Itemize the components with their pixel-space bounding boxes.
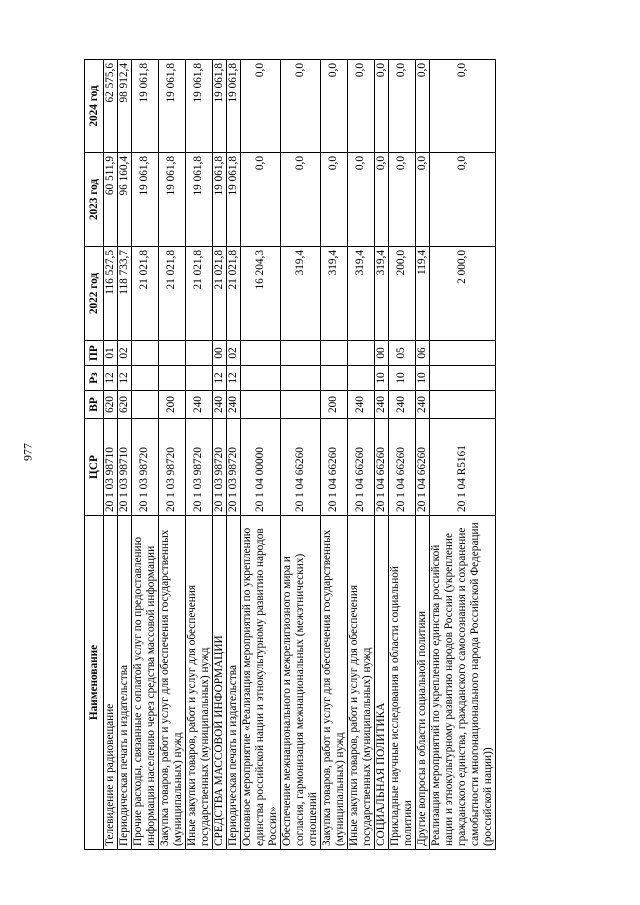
row-2022: 21 021,8 — [226, 247, 240, 341]
row-2024: 0,0 — [415, 60, 429, 153]
header-name: Наименование — [85, 516, 104, 850]
header-rz: Рз — [85, 366, 104, 391]
row-vr — [240, 391, 280, 419]
row-vr — [280, 391, 320, 419]
table-row — [104, 60, 118, 850]
table-header-row — [85, 60, 104, 850]
row-pr: 02 — [226, 341, 240, 366]
row-csr: 20 1 04 66260 — [388, 419, 415, 516]
row-pr: 06 — [415, 341, 429, 366]
row-csr: 20 1 04 66260 — [320, 419, 347, 516]
row-2023: 19 061,8 — [185, 153, 212, 247]
row-vr: 620 — [104, 391, 118, 419]
row-2024: 0,0 — [347, 60, 374, 153]
row-2023: 0,0 — [280, 153, 320, 247]
row-csr: 20 1 03 98720 — [131, 419, 158, 516]
row-name: Иные закупки товаров, работ и услуг для обеспечения государственных (муниципальных) нужд — [185, 516, 212, 850]
row-csr: 20 1 04 66260 — [280, 419, 320, 516]
row-pr: 02 — [117, 341, 131, 366]
row-2022: 16 204,3 — [240, 247, 280, 341]
row-2022: 118 733,7 — [117, 247, 131, 341]
row-2024: 62 575,6 — [104, 60, 118, 153]
row-rz — [320, 366, 347, 391]
table-row — [347, 60, 374, 850]
row-name: Периодическая печать и издательства — [117, 516, 131, 850]
row-name: Реализация мероприятий по укреплению единства российской нации и этнокультурному развитию народов России (укрепление гражданского единства, гражданского самосознания и сохранение самобытности многонационального народа Российской Федерации (российской нации)) — [429, 516, 495, 850]
row-2024: 19 061,8 — [185, 60, 212, 153]
row-2023: 0,0 — [347, 153, 374, 247]
row-2022: 319,4 — [374, 247, 388, 341]
row-2022: 2 000,0 — [429, 247, 495, 341]
row-csr: 20 1 03 98720 — [226, 419, 240, 516]
row-2022: 21 021,8 — [158, 247, 185, 341]
table-row — [374, 60, 388, 850]
row-name: Закупка товаров, работ и услуг для обеспечения государственных (муниципальных) нужд — [320, 516, 347, 850]
row-pr — [280, 341, 320, 366]
page-number: 977 — [20, 443, 35, 461]
table-row — [429, 60, 495, 850]
row-2023: 0,0 — [320, 153, 347, 247]
row-csr: 20 1 04 00000 — [240, 419, 280, 516]
row-2024: 98 912,4 — [117, 60, 131, 153]
row-vr — [429, 391, 495, 419]
rotated-page-content — [84, 60, 616, 850]
row-vr: 200 — [320, 391, 347, 419]
row-2023: 19 061,8 — [131, 153, 158, 247]
table-row — [388, 60, 415, 850]
row-name: СРЕДСТВА МАССОВОЙ ИНФОРМАЦИИ — [212, 516, 226, 850]
row-rz — [280, 366, 320, 391]
row-pr — [185, 341, 212, 366]
row-name: СОЦИАЛЬНАЯ ПОЛИТИКА — [374, 516, 388, 850]
row-name: Другие вопросы в области социальной политики — [415, 516, 429, 850]
row-2024: 0,0 — [320, 60, 347, 153]
header-csr: ЦСР — [85, 419, 104, 516]
row-vr: 240 — [415, 391, 429, 419]
row-csr: 20 1 03 98710 — [104, 419, 118, 516]
table-row — [320, 60, 347, 850]
row-pr — [320, 341, 347, 366]
row-pr — [158, 341, 185, 366]
row-name: Иные закупки товаров, работ и услуг для обеспечения государственных (муниципальных) нужд — [347, 516, 374, 850]
row-2022: 21 021,8 — [131, 247, 158, 341]
row-pr: 01 — [104, 341, 118, 366]
row-rz: 12 — [104, 366, 118, 391]
row-vr: 620 — [117, 391, 131, 419]
budget-table — [84, 59, 496, 850]
row-2022: 319,4 — [347, 247, 374, 341]
row-2022: 116 527,5 — [104, 247, 118, 341]
table-row — [212, 60, 226, 850]
table-row — [415, 60, 429, 850]
row-vr: 240 — [388, 391, 415, 419]
row-rz: 12 — [117, 366, 131, 391]
row-rz: 12 — [212, 366, 226, 391]
row-name: Периодическая печать и издательства — [226, 516, 240, 850]
row-2023: 19 061,8 — [226, 153, 240, 247]
row-csr: 20 1 03 98720 — [158, 419, 185, 516]
row-pr: 00 — [374, 341, 388, 366]
row-2023: 0,0 — [240, 153, 280, 247]
row-2022: 119,4 — [415, 247, 429, 341]
row-csr: 20 1 03 98720 — [212, 419, 226, 516]
row-2024: 0,0 — [374, 60, 388, 153]
row-vr: 240 — [347, 391, 374, 419]
row-name: Закупка товаров, работ и услуг для обеспечения государственных (муниципальных) нужд — [158, 516, 185, 850]
row-2023: 0,0 — [429, 153, 495, 247]
row-2022: 21 021,8 — [212, 247, 226, 341]
row-rz: 12 — [226, 366, 240, 391]
row-2024: 0,0 — [240, 60, 280, 153]
row-vr: 240 — [185, 391, 212, 419]
row-2024: 19 061,8 — [131, 60, 158, 153]
row-2024: 19 061,8 — [212, 60, 226, 153]
row-vr: 200 — [158, 391, 185, 419]
row-csr: 20 1 04 66260 — [415, 419, 429, 516]
row-2023: 0,0 — [374, 153, 388, 247]
row-2023: 96 160,4 — [117, 153, 131, 247]
row-2024: 0,0 — [388, 60, 415, 153]
table-row — [280, 60, 320, 850]
row-name: Прикладные научные исследования в области социальной политики — [388, 516, 415, 850]
row-vr: 240 — [374, 391, 388, 419]
row-2023: 0,0 — [415, 153, 429, 247]
row-pr — [240, 341, 280, 366]
row-vr: 240 — [212, 391, 226, 419]
row-rz — [158, 366, 185, 391]
row-2022: 200,0 — [388, 247, 415, 341]
header-pr: ПР — [85, 341, 104, 366]
row-pr — [131, 341, 158, 366]
row-2024: 0,0 — [280, 60, 320, 153]
row-2023: 19 061,8 — [212, 153, 226, 247]
row-rz: 10 — [415, 366, 429, 391]
row-rz — [429, 366, 495, 391]
row-rz — [131, 366, 158, 391]
row-2023: 60 511,9 — [104, 153, 118, 247]
row-vr — [131, 391, 158, 419]
row-2024: 19 061,8 — [158, 60, 185, 153]
header-2023: 2023 год — [85, 153, 104, 247]
row-name: Телевидение и радиовещание — [104, 516, 118, 850]
row-rz — [347, 366, 374, 391]
row-csr: 20 1 03 98720 — [185, 419, 212, 516]
table-row — [131, 60, 158, 850]
row-csr: 20 1 03 98710 — [117, 419, 131, 516]
row-rz: 10 — [374, 366, 388, 391]
table-row — [240, 60, 280, 850]
table-row — [185, 60, 212, 850]
row-pr — [347, 341, 374, 366]
row-2022: 319,4 — [320, 247, 347, 341]
row-csr: 20 1 04 66260 — [374, 419, 388, 516]
row-csr: 20 1 04 66260 — [347, 419, 374, 516]
row-2022: 319,4 — [280, 247, 320, 341]
row-pr: 00 — [212, 341, 226, 366]
row-vr: 240 — [226, 391, 240, 419]
row-2023: 19 061,8 — [158, 153, 185, 247]
row-name: Основное мероприятие «Реализация мероприятий по укреплению единства российской нации и этнокультурному развитию народов России» — [240, 516, 280, 850]
table-row — [117, 60, 131, 850]
row-2023: 0,0 — [388, 153, 415, 247]
row-rz — [240, 366, 280, 391]
row-name: Прочие расходы, связанные с оплатой услуг по предоставлению информации населению через средства массовой информации — [131, 516, 158, 850]
row-name: Обеспечение межнационального и межрелигиозного мира и согласия, гармонизация межнациональных (межэтнических) отношений — [280, 516, 320, 850]
row-2024: 0,0 — [429, 60, 495, 153]
header-2024: 2024 год — [85, 60, 104, 153]
row-2022: 21 021,8 — [185, 247, 212, 341]
header-2022: 2022 год — [85, 247, 104, 341]
header-vr: ВР — [85, 391, 104, 419]
table-row — [226, 60, 240, 850]
table-row — [158, 60, 185, 850]
row-pr: 05 — [388, 341, 415, 366]
row-rz: 10 — [388, 366, 415, 391]
row-rz — [185, 366, 212, 391]
row-2024: 19 061,8 — [226, 60, 240, 153]
row-csr: 20 1 04 R5161 — [429, 419, 495, 516]
row-pr — [429, 341, 495, 366]
